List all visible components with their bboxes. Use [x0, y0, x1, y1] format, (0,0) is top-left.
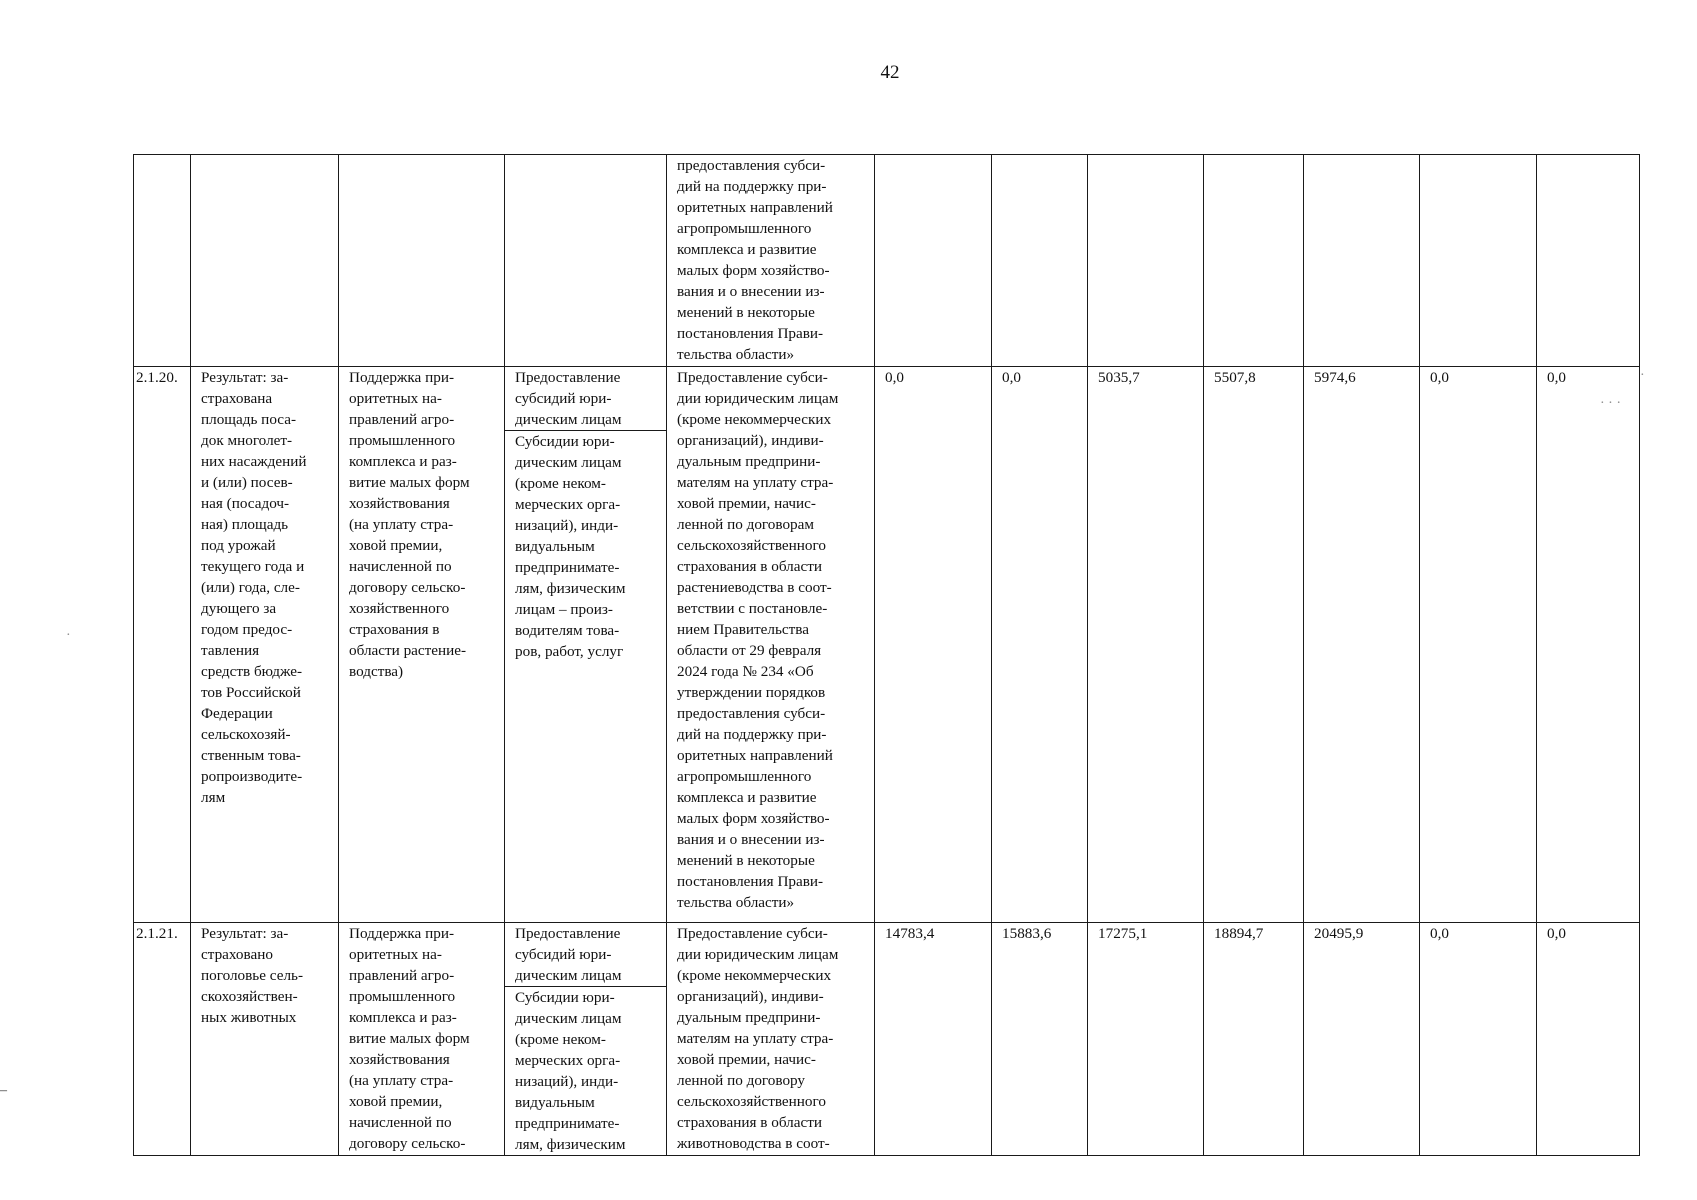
basis-line: организаций), индиви-	[677, 432, 824, 449]
result-cell	[191, 923, 339, 1156]
support-subtype-line: лям, физическим	[515, 580, 626, 597]
direction-line: оритетных на-	[349, 946, 442, 963]
amount-cell: 5035,7	[1088, 367, 1204, 923]
basis-line: тельства области»	[677, 894, 795, 911]
table-row	[134, 155, 1640, 367]
basis-line: предоставления субси-	[677, 705, 826, 722]
amount-cell	[1304, 155, 1420, 367]
amount-cell	[875, 155, 992, 367]
basis-line: дий на поддержку при-	[677, 178, 827, 195]
result-line: поголовье сель-	[201, 967, 304, 984]
basis-line: ленной по договорам	[677, 516, 814, 533]
basis-line: менений в некоторые	[677, 852, 815, 869]
amount-cell: 14783,4	[875, 923, 992, 1156]
basis-line: малых форм хозяйство-	[677, 810, 830, 827]
direction-line: ховой премии,	[349, 537, 443, 554]
amount-cell: 17275,1	[1088, 923, 1204, 1156]
support-line: субсидий юри-	[515, 390, 612, 407]
direction-line: правлений агро-	[349, 967, 455, 984]
direction-line: витие малых форм	[349, 1030, 470, 1047]
direction-line: (на уплату стра-	[349, 516, 454, 533]
basis-cell	[667, 155, 875, 367]
direction-line: Поддержка при-	[349, 369, 454, 386]
support-subtype-line: ров, работ, услуг	[515, 643, 624, 660]
direction-line: промышленного	[349, 988, 456, 1005]
result-line: тов Российской	[201, 684, 301, 701]
budget-table	[133, 154, 1640, 1156]
basis-line: сельскохозяйственного	[677, 537, 826, 554]
direction-cell	[339, 155, 505, 367]
direction-cell	[339, 367, 505, 923]
support-subtype-line: предпринимате-	[515, 1115, 620, 1132]
amount-cell: 0,0	[1420, 923, 1537, 1156]
support-line: дическим лицам	[515, 967, 622, 984]
direction-line: договору сельско-	[349, 579, 466, 596]
support-cell	[505, 155, 667, 367]
basis-line: животноводства в соот-	[677, 1135, 830, 1152]
basis-line: Предоставление субси-	[677, 369, 828, 386]
direction-line: оритетных на-	[349, 390, 442, 407]
table-row	[134, 923, 1640, 1156]
result-line: тавления	[201, 642, 260, 659]
amount-cell: 0,0	[1537, 923, 1640, 1156]
table-row	[134, 367, 1640, 923]
result-line: ственным това-	[201, 747, 301, 764]
support-subtype-line: (кроме неком-	[515, 475, 606, 492]
support-cell	[505, 923, 667, 1156]
basis-line: постановления Прави-	[677, 325, 824, 342]
amount-cell: 15883,6	[992, 923, 1088, 1156]
row-number-cell: 2.1.21.	[134, 923, 191, 1156]
result-line: Федерации	[201, 705, 273, 722]
direction-line: хозяйственного	[349, 600, 450, 617]
result-line: ропроизводите-	[201, 768, 303, 785]
support-subtype-line: водителям това-	[515, 622, 620, 639]
support-subtype-line: мерческих орга-	[515, 496, 621, 513]
result-line: площадь поса-	[201, 411, 297, 428]
result-line: ных животных	[201, 1009, 297, 1026]
basis-line: дии юридическим лицам	[677, 946, 839, 963]
basis-line: ветствии с постановле-	[677, 600, 828, 617]
basis-line: (кроме некоммерческих	[677, 411, 832, 428]
amount-cell	[992, 155, 1088, 367]
support-subtype-line: видуальным	[515, 1094, 595, 1111]
result-line: дующего за	[201, 600, 277, 617]
result-line: под урожай	[201, 537, 276, 554]
support-subtype-line: мерческих орга-	[515, 1052, 621, 1069]
direction-line: витие малых форм	[349, 474, 470, 491]
support-subtype-line: дическим лицам	[515, 454, 622, 471]
result-line: Результат: за-	[201, 369, 289, 386]
page-number: 42	[880, 62, 900, 83]
basis-line: дуальным предприни-	[677, 453, 821, 470]
amount-cell: 18894,7	[1204, 923, 1304, 1156]
support-subtype-line: лям, физическим	[515, 1136, 626, 1153]
basis-line: дии юридическим лицам	[677, 390, 839, 407]
basis-line: агропромышленного	[677, 768, 812, 785]
direction-line: Поддержка при-	[349, 925, 454, 942]
direction-line: области растение-	[349, 642, 467, 659]
amount-cell: 5507,8	[1204, 367, 1304, 923]
scan-mark: –	[0, 1083, 7, 1098]
basis-line: мателям на уплату стра-	[677, 474, 834, 491]
support-cell	[505, 367, 667, 923]
basis-line: комплекса и развитие	[677, 789, 817, 806]
basis-line: комплекса и развитие	[677, 241, 817, 258]
support-line: Предоставление	[515, 925, 621, 942]
direction-line: ховой премии,	[349, 1093, 443, 1110]
basis-line: (кроме некоммерческих	[677, 967, 832, 984]
support-subtype-line: (кроме неком-	[515, 1031, 606, 1048]
result-line: страхована	[201, 390, 273, 407]
result-line: годом предос-	[201, 621, 293, 638]
basis-line: ленной по договору	[677, 1072, 806, 1089]
support-subtype-line: Субсидии юри-	[515, 989, 615, 1006]
basis-line: оритетных направлений	[677, 199, 833, 216]
support-type	[505, 367, 666, 431]
basis-line: ховой премии, начис-	[677, 495, 816, 512]
result-line: (или) года, сле-	[201, 579, 300, 596]
basis-line: страхования в области	[677, 1114, 822, 1131]
basis-line: агропромышленного	[677, 220, 812, 237]
basis-line: утверждении порядков	[677, 684, 826, 701]
direction-line: страхования в	[349, 621, 440, 638]
support-subtype-line: Субсидии юри-	[515, 433, 615, 450]
row-number-cell	[134, 155, 191, 367]
result-line: средств бюдже-	[201, 663, 303, 680]
amount-cell	[1204, 155, 1304, 367]
direction-line: комплекса и раз-	[349, 453, 457, 470]
result-line: текущего года и	[201, 558, 305, 575]
support-line: дическим лицам	[515, 411, 622, 428]
amount-cell	[1420, 155, 1537, 367]
basis-line: дий на поддержку при-	[677, 726, 827, 743]
basis-line: ховой премии, начис-	[677, 1051, 816, 1068]
basis-line: малых форм хозяйство-	[677, 262, 830, 279]
basis-line: организаций), индиви-	[677, 988, 824, 1005]
support-subtype-line: низаций), инди-	[515, 1073, 619, 1090]
direction-line: правлений агро-	[349, 411, 455, 428]
amount-cell: 0,0	[1537, 367, 1640, 923]
result-line: ная) площадь	[201, 516, 289, 533]
basis-line: мателям на уплату стра-	[677, 1030, 834, 1047]
scan-mark: ·	[66, 628, 71, 643]
amount-cell: 0,0	[1420, 367, 1537, 923]
direction-line: договору сельско-	[349, 1135, 466, 1152]
support-subtype-line: предпринимате-	[515, 559, 620, 576]
direction-line: хозяйствования	[349, 1051, 450, 1068]
support-subtype-line: низаций), инди-	[515, 517, 619, 534]
result-line: страховано	[201, 946, 273, 963]
direction-cell	[339, 923, 505, 1156]
amount-cell: 5974,6	[1304, 367, 1420, 923]
result-cell	[191, 155, 339, 367]
support-subtype-line: видуальным	[515, 538, 595, 555]
basis-line: области от 29 февраля	[677, 642, 822, 659]
result-line: и (или) посев-	[201, 474, 293, 491]
support-subtype-line: дическим лицам	[515, 1010, 622, 1027]
direction-line: промышленного	[349, 432, 456, 449]
support-line: субсидий юри-	[515, 946, 612, 963]
direction-line: комплекса и раз-	[349, 1009, 457, 1026]
amount-cell	[1537, 155, 1640, 367]
basis-line: постановления Прави-	[677, 873, 824, 890]
amount-cell: 0,0	[992, 367, 1088, 923]
scan-mark: · · ·	[1600, 396, 1621, 411]
result-line: Результат: за-	[201, 925, 289, 942]
support-subtype	[515, 987, 660, 1155]
result-line: сельскохозяй-	[201, 726, 291, 743]
result-line: ная (посадоч-	[201, 495, 290, 512]
amount-cell: 0,0	[875, 367, 992, 923]
result-line: док многолет-	[201, 432, 293, 449]
direction-line: водства)	[349, 663, 404, 680]
direction-line: начисленной по	[349, 558, 452, 575]
basis-line: вания и о внесении из-	[677, 283, 825, 300]
basis-cell	[667, 367, 875, 923]
direction-line: (на уплату стра-	[349, 1072, 454, 1089]
basis-line: растениеводства в соот-	[677, 579, 832, 596]
row-number-cell: 2.1.20.	[134, 367, 191, 923]
support-subtype-line: лицам – произ-	[515, 601, 613, 618]
support-type	[505, 923, 666, 987]
basis-line: сельскохозяйственного	[677, 1093, 826, 1110]
scan-mark: ·	[1640, 368, 1645, 383]
result-line: скохозяйствен-	[201, 988, 298, 1005]
support-line: Предоставление	[515, 369, 621, 386]
basis-line: менений в некоторые	[677, 304, 815, 321]
basis-line: предоставления субси-	[677, 157, 826, 174]
basis-line: Предоставление субси-	[677, 925, 828, 942]
basis-cell	[667, 923, 875, 1156]
direction-line: начисленной по	[349, 1114, 452, 1131]
basis-line: страхования в области	[677, 558, 822, 575]
result-line: лям	[201, 789, 226, 806]
basis-line: вания и о внесении из-	[677, 831, 825, 848]
amount-cell: 20495,9	[1304, 923, 1420, 1156]
result-line: них насаждений	[201, 453, 307, 470]
basis-line: дуальным предприни-	[677, 1009, 821, 1026]
result-cell	[191, 367, 339, 923]
basis-line: 2024 года № 234 «Об	[677, 663, 814, 680]
basis-line: тельства области»	[677, 346, 795, 363]
amount-cell	[1088, 155, 1204, 367]
basis-line: оритетных направлений	[677, 747, 833, 764]
direction-line: хозяйствования	[349, 495, 450, 512]
support-subtype	[515, 431, 660, 662]
basis-line: нием Правительства	[677, 621, 809, 638]
